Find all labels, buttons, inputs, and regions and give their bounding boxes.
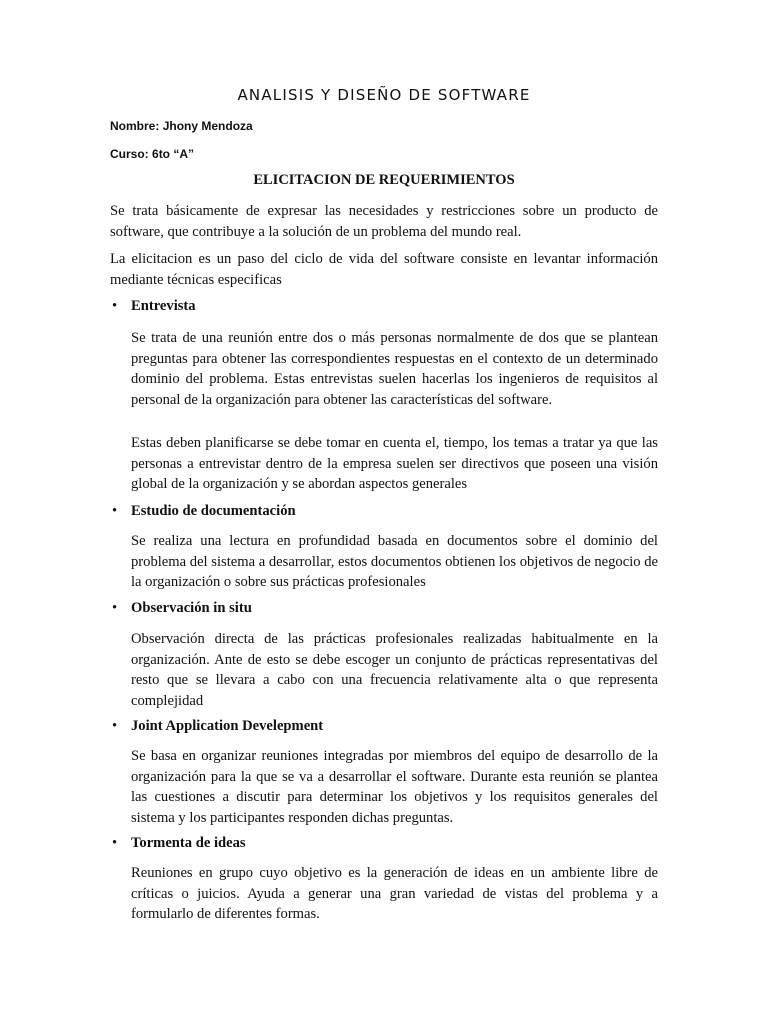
bullet-dot: •: [112, 835, 118, 851]
course-line: [110, 147, 194, 161]
bullet-heading-tormenta-de-ideas: [112, 835, 246, 852]
intro-paragraph-1: Se trata básicamente de expresar las necesidades y restricciones sobre un producto de software, que contribuye a la solución de un problema del mundo real.: [110, 203, 658, 240]
bullet-heading-text: Observación in situ: [131, 600, 252, 616]
bullet-heading-joint-application: [112, 718, 324, 735]
course-value: 6to “A”: [152, 147, 195, 161]
name-label: Nombre:: [110, 119, 160, 133]
estudio-documentacion-paragraph: Se realiza una lectura en profundidad basada en documentos sobre el dominio del problema del sistema a desarrollar, estos documentos obtienen los objetivos de negocio de la organización o sobre sus prácticas profesionales: [131, 533, 658, 590]
bullet-heading-observacion-in-situ: [112, 600, 252, 617]
bullet-dot: •: [112, 718, 118, 734]
observacion-in-situ-paragraph: Observación directa de las prácticas profesionales realizadas habitualmente en la organización. Ante de esto se debe escoger un conjunto de prácticas representativas del resto que se llevara a cabo con una frecuencia relativamente alta o que representa complejidad: [131, 631, 658, 709]
entrevista-paragraph-1: Se trata de una reunión entre dos o más personas normalmente de dos que se plantean preguntas para obtener las correspondientes respuestas en el contexto de un determinado dominio del problema. Estas entrevistas suelen hacerlas los ingenieros de requisitos al personal de la organización para obtener las características del software.: [131, 330, 658, 408]
name-value: Jhony Mendoza: [162, 119, 253, 133]
entrevista-paragraph-2: Estas deben planificarse se debe tomar en cuenta el, tiempo, los temas a tratar ya que las personas a entrevistar dentro de la empresa suelen ser directivos que poseen una visión global de la organización y se abordan aspectos generales: [131, 435, 658, 492]
intro-paragraph-2: La elicitacion es un paso del ciclo de vida del software consiste en levantar información mediante técnicas especificas: [110, 251, 658, 288]
tormenta-de-ideas-paragraph: Reuniones en grupo cuyo objetivo es la generación de ideas en un ambiente libre de críticas o juicios. Ayuda a generar una gran variedad de vistas del problema y a formularlo de diferentes formas.: [131, 865, 658, 922]
bullet-heading-text: Joint Application Develepment: [131, 718, 324, 734]
joint-application-paragraph: Se basa en organizar reuniones integradas por miembros del equipo de desarrollo de la organización para la que se va a desarrollar el software. Durante esta reunión se plantea las cuestiones a discutir para determinar los objetivos y los requisitos generales del sistema y los participantes responden dichas preguntas.: [131, 748, 658, 826]
student-name: [110, 119, 253, 133]
bullet-heading-text: Entrevista: [131, 298, 196, 314]
bullet-heading-estudio-documentacion: [112, 503, 296, 520]
course-label: Curso:: [110, 147, 149, 161]
bullet-dot: •: [112, 600, 118, 616]
bullet-heading-text: Tormenta de ideas: [131, 835, 246, 851]
bullet-dot: •: [112, 298, 118, 314]
bullet-dot: •: [112, 503, 118, 519]
section-title: ELICITACION DE REQUERIMIENTOS: [253, 172, 515, 188]
bullet-heading-entrevista: [112, 298, 196, 315]
document-title: ANALISIS Y DISEÑO DE SOFTWARE: [237, 86, 531, 104]
bullet-heading-text: Estudio de documentación: [131, 503, 296, 519]
